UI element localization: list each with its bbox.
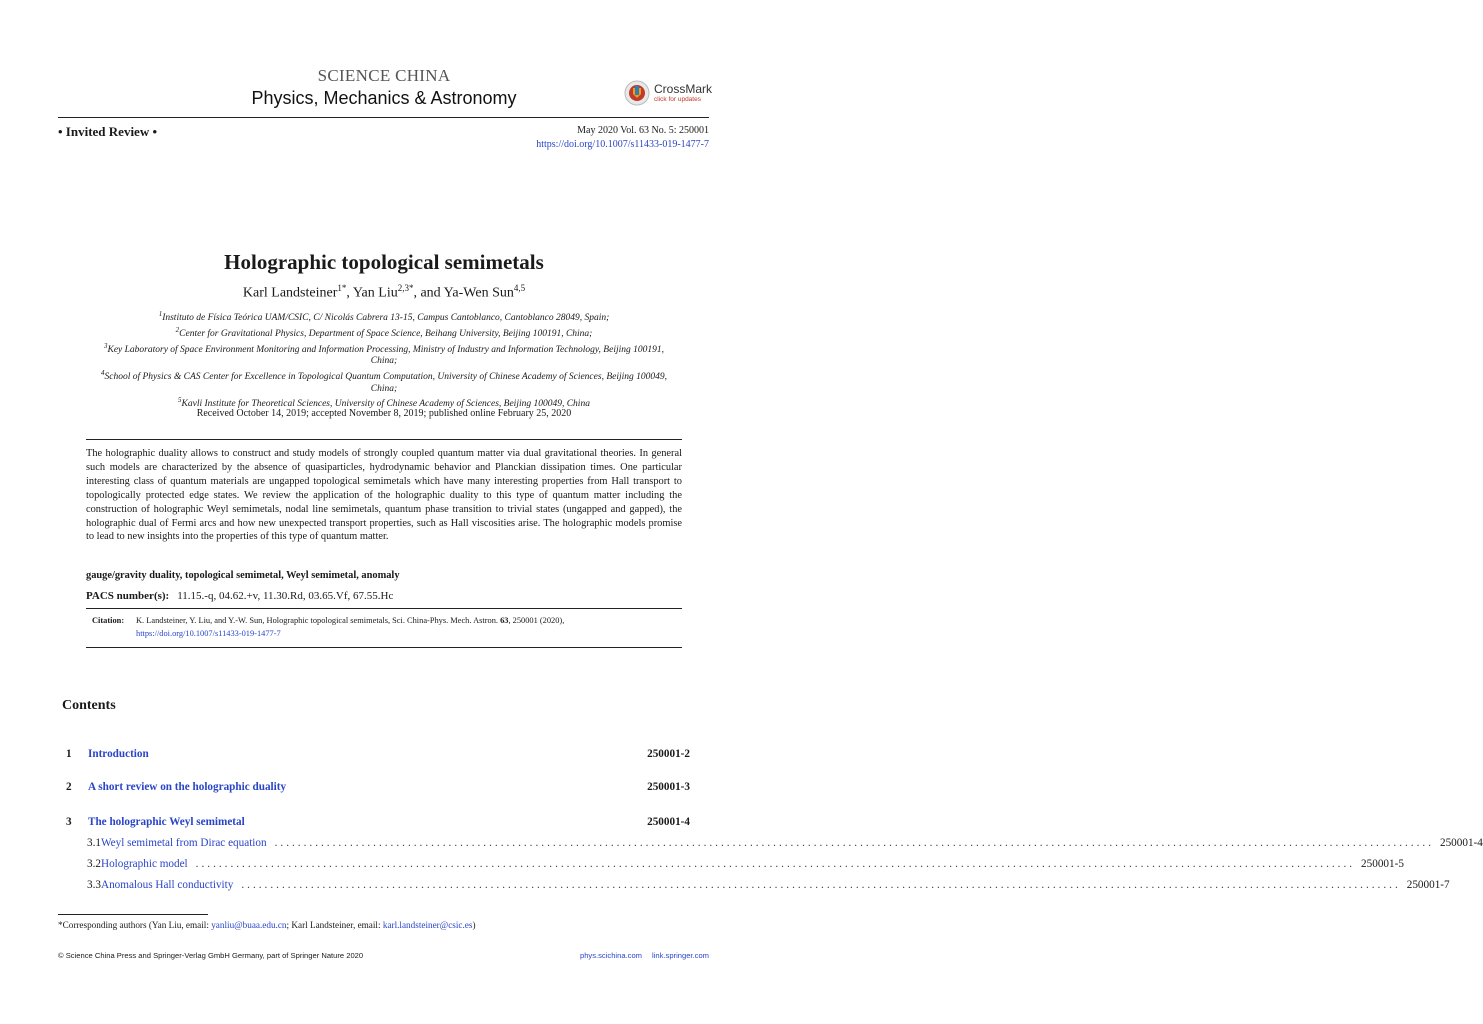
affiliation-mark: 4 bbox=[100, 368, 105, 377]
toc-section-title[interactable]: Introduction bbox=[88, 748, 149, 760]
footer-links bbox=[540, 951, 709, 960]
citation-text: K. Landsteiner, Y. Liu, and Y.-W. Sun, Holographic topological semimetals, Sci. China-Phys. Mech. Astron. bbox=[136, 616, 501, 625]
author-name: Karl Landsteiner bbox=[242, 285, 338, 301]
journal-name: SCIENCE CHINA bbox=[317, 66, 451, 85]
toc-section[interactable] bbox=[66, 816, 690, 828]
toc-leader-dots: ........................................................................................................................................................................................................ bbox=[274, 837, 1434, 849]
citation-block bbox=[92, 614, 682, 640]
abstract-top-rule bbox=[86, 439, 682, 440]
footer-link-scichina[interactable]: phys.scichina.com bbox=[579, 951, 643, 960]
toc-subsection-title[interactable]: Holographic model bbox=[100, 858, 188, 870]
keywords: gauge/gravity duality, topological semimetal, Weyl semimetal, anomaly bbox=[86, 570, 400, 581]
toc-section[interactable] bbox=[66, 781, 690, 793]
toc-section-number: 2 bbox=[66, 781, 72, 793]
toc-subsection[interactable] bbox=[87, 837, 1483, 849]
toc-section[interactable] bbox=[66, 748, 690, 760]
toc-subsection-title[interactable]: Anomalous Hall conductivity bbox=[100, 879, 234, 891]
citation-doi-link[interactable]: https://doi.org/10.1007/s11433-019-1477-7 bbox=[136, 629, 281, 638]
citation-top-rule bbox=[86, 608, 682, 609]
toc-subsection-number: 3.1 bbox=[87, 837, 101, 849]
toc-leader-dots: ........................................................................................................................................................................................................ bbox=[241, 879, 1401, 891]
pacs-numbers bbox=[86, 590, 393, 602]
citation-bottom-rule bbox=[86, 647, 682, 648]
author-name: Ya-Wen Sun bbox=[443, 285, 514, 301]
footnote-mid: ; Karl Landsteiner, email: bbox=[286, 920, 383, 930]
article-type: • Invited Review • bbox=[58, 124, 158, 139]
author-affiliation-mark: 2,3* bbox=[397, 283, 414, 293]
toc-section-page: 250001-2 bbox=[647, 748, 690, 760]
corresponding-authors-footnote bbox=[58, 920, 476, 930]
email-link-yan-liu[interactable]: yanliu@buaa.edu.cn bbox=[211, 920, 287, 930]
toc-section-number: 3 bbox=[66, 816, 72, 828]
footnote-suffix: ) bbox=[472, 920, 476, 930]
author-name: Yan Liu bbox=[352, 285, 398, 301]
toc-section-title[interactable]: The holographic Weyl semimetal bbox=[88, 816, 245, 828]
affiliation-mark: 2 bbox=[175, 325, 180, 334]
affiliations bbox=[100, 309, 668, 411]
affiliation-text: School of Physics & CAS Center for Excellence in Topological Quantum Computation, University of Chinese Academy of Sciences, Beijing 100049, China; bbox=[104, 372, 668, 394]
toc-section-page: 250001-4 bbox=[647, 816, 690, 828]
affiliation-item bbox=[100, 325, 668, 341]
crossmark-title: CrossMark bbox=[654, 81, 713, 96]
copyright-notice: © Science China Press and Springer-Verlag GmbH Germany, part of Springer Nature 2020 bbox=[58, 951, 364, 960]
footnote-rule bbox=[58, 914, 208, 915]
toc-subsection[interactable] bbox=[87, 858, 1404, 870]
journal-subtitle: Physics, Mechanics & Astronomy bbox=[251, 88, 517, 108]
author-affiliation-mark: 1* bbox=[337, 283, 347, 293]
toc-subsection-number: 3.3 bbox=[87, 879, 101, 891]
crossmark-icon bbox=[624, 80, 650, 106]
affiliation-item bbox=[100, 341, 668, 368]
crossmark-subtitle: click for updates bbox=[654, 95, 701, 103]
toc-subsection-title[interactable]: Weyl semimetal from Dirac equation bbox=[100, 837, 267, 849]
issue-info bbox=[440, 124, 709, 152]
toc-subsection-page: 250001-5 bbox=[1361, 858, 1404, 870]
author-affiliation-mark: 4,5 bbox=[513, 283, 526, 293]
footnote-prefix: *Corresponding authors (Yan Liu, email: bbox=[58, 920, 212, 930]
doi-link[interactable]: https://doi.org/10.1007/s11433-019-1477-7 bbox=[536, 139, 709, 150]
footer-link-springer[interactable]: link.springer.com bbox=[652, 951, 709, 960]
affiliation-mark: 1 bbox=[158, 310, 163, 318]
citation-label: Citation: bbox=[92, 616, 125, 625]
toc-subsection-page: 250001-4 bbox=[1439, 837, 1483, 849]
issue-line: May 2020 Vol. 63 No. 5: 250001 bbox=[577, 125, 709, 136]
affiliation-text: Key Laboratory of Space Environment Monitoring and Information Processing, Ministry of Industry and Information Technology, Beijing 100191, China; bbox=[107, 344, 664, 367]
citation-body bbox=[136, 614, 564, 640]
toc-section-number: 1 bbox=[66, 748, 72, 760]
contents-heading: Contents bbox=[62, 698, 116, 713]
pacs-label: PACS number(s): bbox=[86, 590, 170, 602]
toc-leader-dots: ........................................................................................................................................................................................................ bbox=[195, 858, 1356, 870]
toc-subsection[interactable] bbox=[87, 879, 1450, 891]
affiliation-mark: 3 bbox=[103, 341, 108, 350]
affiliation-item bbox=[100, 368, 668, 395]
toc-subsection-page: 250001-7 bbox=[1406, 879, 1450, 891]
affiliation-text: Center for Gravitational Physics, Department of Space Science, Beihang University, Beijing 100191, China; bbox=[179, 328, 593, 339]
affiliation-mark: 5 bbox=[178, 396, 182, 405]
citation-tail: , 250001 (2020), bbox=[508, 616, 565, 625]
author-list: Karl Landsteiner$^{1*}$, Yan Liu$^{2,3*}$, and Ya-Wen Sun$^{4,5}$ bbox=[242, 283, 526, 301]
toc-section-title[interactable]: A short review on the holographic duality bbox=[88, 781, 287, 793]
toc-subsection-number: 3.2 bbox=[87, 858, 101, 870]
affiliation-text: Kavli Institute for Theoretical Sciences, University of Chinese Academy of Sciences, Beijing 100049, China bbox=[181, 399, 590, 410]
citation-volume: 63 bbox=[500, 616, 509, 625]
header-rule bbox=[58, 117, 709, 118]
email-link-landsteiner[interactable]: karl.landsteiner@csic.es bbox=[382, 920, 473, 930]
crossmark-badge[interactable] bbox=[624, 80, 712, 106]
toc-section-page: 250001-3 bbox=[647, 781, 690, 793]
article-title: Holographic topological semimetals bbox=[224, 250, 544, 274]
received-dates: Received October 14, 2019; accepted November 8, 2019; published online February 25, 2020 bbox=[196, 408, 572, 419]
pacs-values: 11.15.-q, 04.62.+v, 11.30.Rd, 03.65.Vf, 67.55.Hc bbox=[177, 590, 394, 602]
abstract: The holographic duality allows to construct and study models of strongly coupled quantum matter via dual gravitational theories. In general such models are characterized by the absence of quasiparticles, hydrodynamic behavior and Planckian dissipation times. One particular interesting class of quantum materials are ungapped topological semimetals which have many interesting properties from Hall transport to topologically protected edge states. We review the application of the holographic duality to this type of quantum matter including the construction of holographic Weyl semimetals, nodal line semimetals, quantum phase transition to trivial states (ungapped and gapped), the holographic dual of Fermi arcs and how new unexpected transport properties, such as Hall viscosities arise. The holographic models promise to lead to new insights into the properties of this type of quantum matter. bbox=[86, 448, 682, 543]
affiliation-text: Instituto de Física Teórica UAM/CSIC, C/ Nicolás Cabrera 13-15, Campus Cantoblanco, Cantoblanco 28049, Spain; bbox=[162, 313, 610, 324]
affiliation-item bbox=[100, 309, 668, 325]
